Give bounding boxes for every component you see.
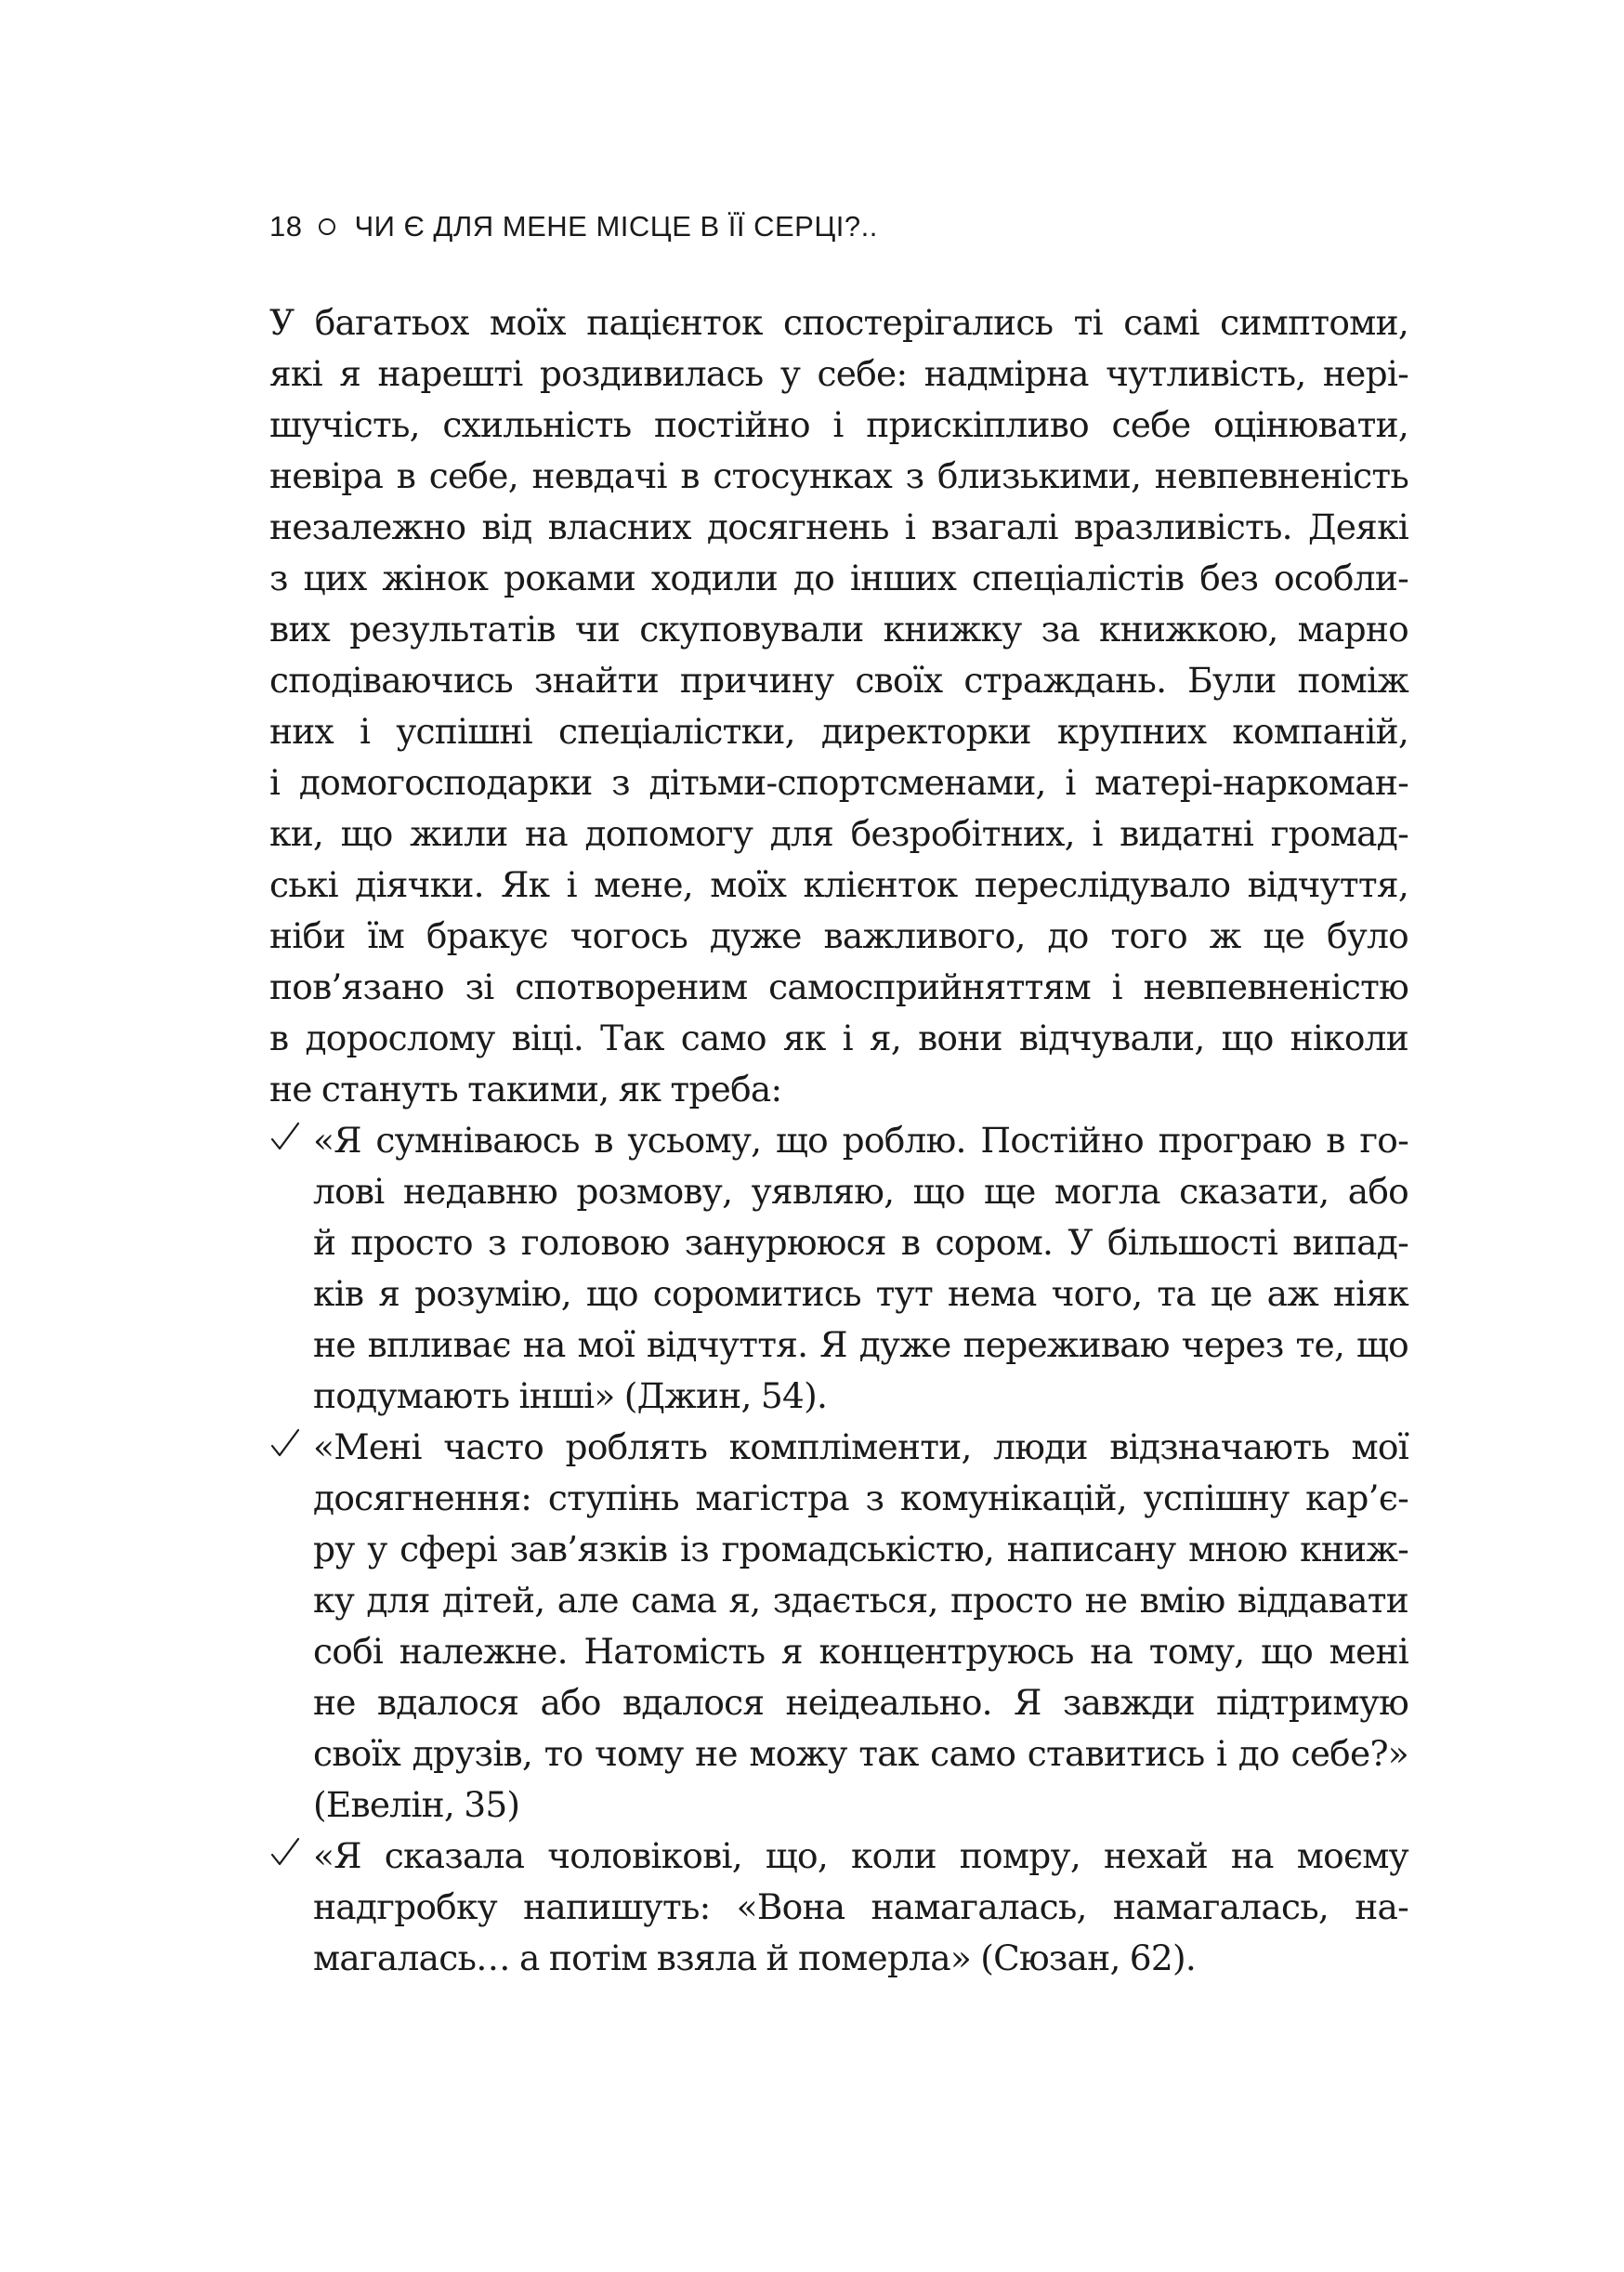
quote-line: своїх друзів, то чому не можу так само ставитись і до себе?» <box>313 1733 1408 1774</box>
page-number: 18 <box>269 210 303 243</box>
quote-line: (Евелін, 35) <box>313 1784 520 1825</box>
quote-line: ру у сфері зав’язків із громадськістю, написану мною книж- <box>313 1529 1408 1569</box>
checkmark-icon <box>269 1833 301 1871</box>
quote-line: «Я сумніваюсь в усьому, що роблю. Постійно програю в го- <box>313 1120 1408 1161</box>
page-body <box>269 297 1408 1984</box>
quote-line: лові недавню розмову, уявляю, що ще могла сказати, або <box>313 1171 1408 1212</box>
quote-line: надгробку напишуть: «Вона намагалась, намагалась, на- <box>313 1886 1408 1927</box>
quote-item <box>269 1422 1408 1831</box>
quote-line: й просто з головою занурююся в сором. У більшості випад- <box>313 1222 1408 1263</box>
paragraph-line: не стануть такими, як треба: <box>269 1069 782 1110</box>
checkmark-icon <box>269 1425 301 1462</box>
quote-line: «Я сказала чоловікові, що, коли помру, нехай на моєму <box>313 1835 1408 1876</box>
running-header <box>269 206 878 247</box>
paragraph-line: них і успішні спеціалістки, директорки крупних компаній, <box>269 711 1408 752</box>
quote-line: ків я розумію, що соромитись тут нема чого, та це аж ніяк <box>313 1273 1408 1314</box>
circle-icon <box>319 218 335 235</box>
quote-line: собі належне. Натомість я концентруюсь на тому, що мені <box>313 1631 1408 1672</box>
paragraph-line: незалежно від власних досягнень і взагалі вразливість. Деякі <box>269 506 1408 547</box>
paragraph-line: шучість, схильність постійно і прискіпливо себе оцінювати, <box>269 404 1408 445</box>
paragraph-line: які я нарешті роздивилась у себе: надмірна чутливість, нері- <box>269 353 1408 394</box>
running-header-title: ЧИ Є ДЛЯ МЕНЕ МІСЦЕ В ЇЇ СЕРЦІ?.. <box>354 210 878 243</box>
paragraph-line: пов’язано зі спотвореним самосприйняттям і невпевненістю <box>269 966 1408 1007</box>
quote-line: «Мені часто роблять компліменти, люди відзначають мої <box>313 1426 1408 1467</box>
paragraph-line: вих результатів чи скуповували книжку за книжкою, марно <box>269 609 1408 650</box>
quote-item <box>269 1831 1408 1984</box>
paragraph-line: з цих жінок роками ходили до інших спеціалістів без особли- <box>269 558 1408 598</box>
quote-line: подумають інші» (Джин, 54). <box>313 1375 828 1416</box>
paragraph-line: в дорослому віці. Так само як і я, вони відчували, що ніколи <box>269 1018 1408 1058</box>
paragraph-line: ки, що жили на допомогу для безробітних, і видатні громад- <box>269 813 1408 854</box>
paragraph-line: сподіваючись знайти причину своїх страждань. Були поміж <box>269 660 1408 701</box>
quote-line: магалась… а потім взяла й померла» (Сюзан, 62). <box>313 1937 1197 1978</box>
quote-line: не впливає на мої відчуття. Я дуже переживаю через те, що <box>313 1324 1408 1365</box>
quote-line: досягнення: ступінь магістра з комунікацій, успішну кар’є- <box>313 1477 1408 1518</box>
quote-line: ку для дітей, але сама я, здається, просто не вмію віддавати <box>313 1580 1408 1621</box>
paragraph-line: невіра в себе, невдачі в стосунках з близькими, невпевненість <box>269 455 1408 496</box>
paragraph-line: і домогосподарки з дітьми-спортсменами, і матері-наркоман- <box>269 762 1408 803</box>
checkmark-icon <box>269 1118 301 1155</box>
quote-line: не вдалося або вдалося неідеально. Я завжди підтримую <box>313 1682 1408 1723</box>
paragraph-line: ніби їм бракує чогось дуже важливого, до того ж це було <box>269 915 1408 956</box>
paragraph-line: У багатьох моїх пацієнток спостерігались ті самі симптоми, <box>269 302 1408 343</box>
paragraph-line: ські діячки. Як і мене, моїх клієнток переслідувало відчуття, <box>269 864 1408 905</box>
quote-item <box>269 1115 1408 1422</box>
body-paragraph <box>269 297 1408 1115</box>
